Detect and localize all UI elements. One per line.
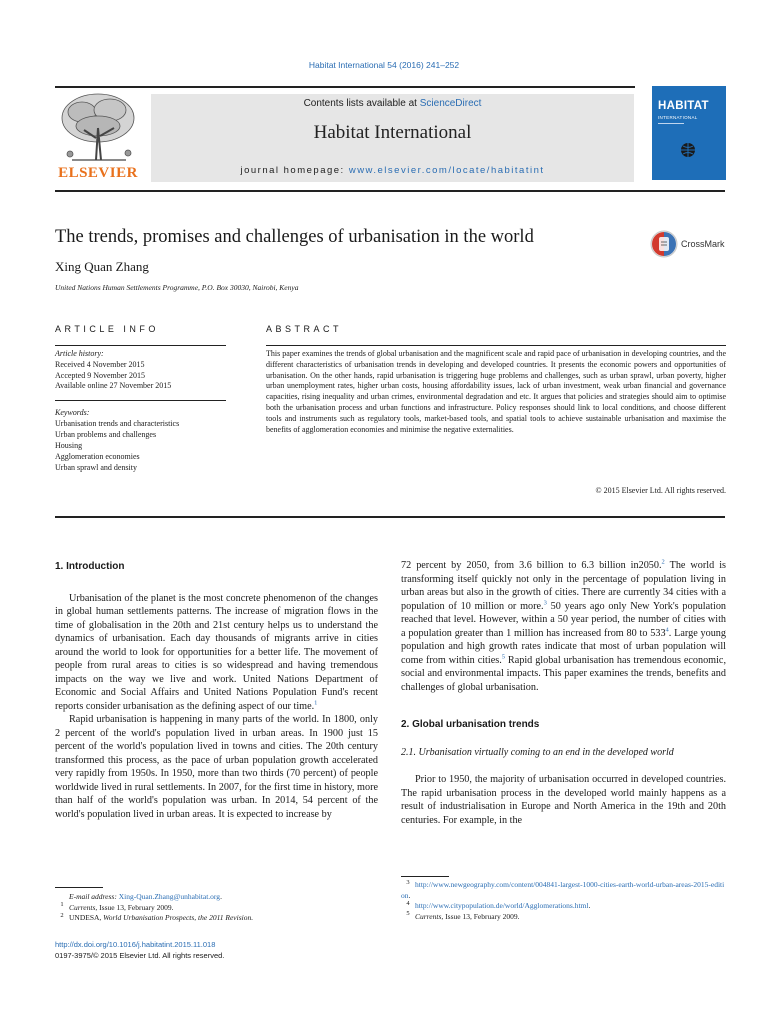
section-2-heading: 2. Global urbanisation trends xyxy=(401,719,540,730)
footnote-1-source: Currents xyxy=(69,902,96,912)
accepted-date: Accepted 9 November 2015 xyxy=(55,370,145,380)
body-column-right xyxy=(401,559,726,827)
issn-copyright: 0197-3975/© 2015 Elsevier Ltd. All rights reserved. xyxy=(55,951,225,960)
footnote-2-title: World Urbanisation Prospects, the 2011 Revision. xyxy=(103,913,254,922)
article-info-rule xyxy=(55,345,226,346)
footnote-5: $^5$ Currents, Issue 13, February 2009. xyxy=(406,910,520,921)
keyword-item: Urbanisation trends and characteristics xyxy=(55,419,180,428)
paragraph-4: Prior to 1950, the majority of urbanisation occurred in developed countries. The rapid urbanisation process in the developed world mainly happens as a result of industrialisation in Europe and North America in the 19th and 20th centuries. For example, in the xyxy=(401,774,726,826)
abstract-bottom-rule xyxy=(55,516,725,518)
paragraph-2: Rapid urbanisation is happening in many parts of the world. In 1800, only 2 percent of the world's population lived in urban areas. In 1900 just 15 percent of the world's population lived in towns and cities. The 20th century transformed this process, as the pace of urban population growth accelerated very rapidly from 1950s. In 1950, more than two thirds (70 percent) of people worldwide lived in rural settlements. In 2007, for the first time in history, more than half of the world's population was urban. In 2014, 54 percent of the world's population lived in urban areas. It is expected to increase by xyxy=(55,714,378,820)
footnote-ref-3[interactable]: 3 xyxy=(543,599,547,607)
crossmark-label: CrossMark xyxy=(681,239,725,249)
footnote-3-end: . xyxy=(408,890,411,900)
journal-cover-thumbnail[interactable] xyxy=(652,86,726,180)
homepage-prefix: journal homepage: xyxy=(240,165,349,176)
header-bottom-rule xyxy=(55,190,725,192)
footnote-3-link[interactable]: http://www.newgeography.com/content/004841-largest-1000-cities-earth-world-urban-areas-2015-edition xyxy=(401,880,725,900)
contents-prefix: Contents lists available at xyxy=(303,98,420,109)
footnote-2: $^2$ UNDESA, World Urbanisation Prospects, the 2011 Revision. xyxy=(60,911,254,922)
article-history xyxy=(55,349,226,392)
paragraph-3-text-e: Rapid global urbanisation has tremendous economic, social and environmental impacts. This paper examines the trends, benefits and challenges of global urbanisation. xyxy=(401,654,727,693)
footnote-4-end: . xyxy=(588,901,591,910)
article-title: The trends, promises and challenges of urbanisation in the world xyxy=(55,227,534,247)
author-affiliation: United Nations Human Settlements Programme, P.O. Box 30030, Nairobi, Kenya xyxy=(55,283,299,292)
doi-block xyxy=(55,939,224,961)
keywords-label: Keywords: xyxy=(55,408,90,417)
keywords-rule xyxy=(55,400,226,401)
author-email-link[interactable]: Xing-Quan.Zhang@unhabitat.org xyxy=(118,892,221,901)
paragraph-3-text-b: The world is transforming itself quickly not only in the percentage of population living in urban areas but also in the growth of cities. There are currently 34 cities with a population of 10 million or more. xyxy=(401,560,726,612)
cover-subtitle: INTERNATIONAL xyxy=(658,115,698,120)
author-name[interactable]: Xing Quan Zhang xyxy=(55,259,149,274)
section-1-heading: 1. Introduction xyxy=(55,561,125,572)
contents-line xyxy=(151,98,634,109)
crossmark-badge[interactable] xyxy=(650,229,730,259)
keyword-item: Agglomeration economies xyxy=(55,452,140,461)
footnote-ref-4[interactable]: 4 xyxy=(665,626,669,634)
footnote-ref-1[interactable]: 1 xyxy=(314,699,318,707)
footnotes-left xyxy=(55,892,378,924)
paragraph-3-text-a: 72 percent by 2050, from 3.6 billion to 6.3 billion in2050. xyxy=(401,560,662,571)
journal-title[interactable]: Habitat International xyxy=(313,122,472,143)
online-date: Available online 27 November 2015 xyxy=(55,381,172,391)
elsevier-tree-icon xyxy=(52,88,144,166)
body-column-left xyxy=(55,560,378,821)
globe-icon xyxy=(680,142,696,158)
keyword-item: Housing xyxy=(55,441,83,450)
keyword-item: Urban problems and challenges xyxy=(55,430,157,439)
journal-homepage-link[interactable]: www.elsevier.com/locate/habitatint xyxy=(348,165,545,176)
footnotes-right xyxy=(401,880,726,922)
email-footnote xyxy=(55,892,378,903)
journal-homepage-line xyxy=(151,165,634,176)
footnote-1: $^1$ Currents, Issue 13, February 2009. xyxy=(60,901,174,912)
footnote-2-source: UNDESA, xyxy=(69,913,104,922)
paragraph-1 xyxy=(55,592,378,714)
footnote-rule-left xyxy=(55,887,103,888)
doi-link[interactable]: http://dx.doi.org/10.1016/j.habitatint.2015.11.018 xyxy=(55,940,216,949)
footnote-3: $^3$ http://www.newgeography.com/content/004841-largest-1000-cities-earth-world-urban-areas-2015-edition. xyxy=(401,878,725,900)
elsevier-wordmark: ELSEVIER xyxy=(58,165,138,181)
sciencedirect-link[interactable]: ScienceDirect xyxy=(419,98,482,109)
email-end: . xyxy=(220,892,222,901)
paragraph-3-text-c: 50 years ago only New York's population reached that level. However, within a 50 year period, the number of cities with a population greater than 1 million has increased from 80 to 533 xyxy=(401,600,727,639)
crossmark-icon xyxy=(650,229,678,259)
paragraph-3-text-d: . Large young population and high growth rates indicate that most of urban population will come from within cities. xyxy=(401,627,726,666)
history-label: Article history: xyxy=(55,349,104,358)
footnote-4-link[interactable]: http://www.citypopulation.de/world/Agglomerations.html xyxy=(415,901,589,910)
footnote-ref-5[interactable]: 5 xyxy=(501,653,505,661)
cover-title: HABITAT xyxy=(658,100,709,112)
journal-citation[interactable]: Habitat International 54 (2016) 241–252 xyxy=(308,60,460,70)
footnote-ref-2[interactable]: 2 xyxy=(661,558,665,566)
paragraph-3 xyxy=(401,559,726,694)
abstract-text: This paper examines the trends of global urbanisation and the magnificent scale and rapid pace of urbanisation in developing countries, and the different characteristics of urbanisation trends in developing and developed countries. It presents the economic powers and opportunities of urbanisation. On the other hands, rapid urbanisation is triggering huge problems and challenges, such as urban sprawl, urban poverty, higher urban unemployment rates, higher urban costs, housing affordability issues, lack of urban investment, weak urban financial and governance capacities, rising inequality and urban crimes, environmental degradation and etc. It argues that policies and strategies should aim to optimise both the urbanisation process and urban functions and infrastructure. Policy responses should link to local conditions, and choose different tools and instruments such as regulatory tools, market-based tools, and spatial tools to achieve sustainable urbanisation and maximise the benefits of agglomeration economies and minimise the negative externalities. xyxy=(266,349,726,434)
abstract-copyright: © 2015 Elsevier Ltd. All rights reserved. xyxy=(595,486,726,495)
journal-banner xyxy=(151,94,634,182)
footnote-4: $^4$ http://www.citypopulation.de/world/Agglomerations.html. xyxy=(406,899,591,910)
keywords-block xyxy=(55,407,226,473)
section-2-1-heading: 2.1. Urbanisation virtually coming to an end in the developed world xyxy=(401,746,674,758)
abstract-heading: ABSTRACT xyxy=(266,324,343,334)
received-date: Received 4 November 2015 xyxy=(55,359,145,369)
footnote-1-detail: , Issue 13, February 2009. xyxy=(95,902,174,912)
article-info-heading: ARTICLE INFO xyxy=(55,324,159,334)
footnote-5-source: Currents xyxy=(415,911,442,921)
elsevier-logo[interactable] xyxy=(52,88,144,184)
cover-stripe xyxy=(658,123,684,124)
paragraph-1-text: Urbanisation of the planet is the most concrete phenomenon of the changes in global human settlements patterns. The increase of migration flows in the time of globalisation in the 20th and 21st century helps us to understand the dynamics of urbanisation. Each day thousands of migrants arrive in cities around the world to look for opportunities for a better life. The movement of people from rural areas to cities is so widespread and having tremendous impacts on the way we live and work. United Nations Department of Economic and Social Affairs and United Nations Population Fund's recent reports consider urbanisation as the defining aspect of our time. xyxy=(55,592,378,712)
footnote-5-detail: , Issue 13, February 2009. xyxy=(441,911,520,921)
abstract-rule xyxy=(266,345,726,346)
email-label: E-mail address: xyxy=(69,892,119,901)
keyword-item: Urban sprawl and density xyxy=(55,463,137,472)
footnote-rule-right xyxy=(401,876,449,877)
